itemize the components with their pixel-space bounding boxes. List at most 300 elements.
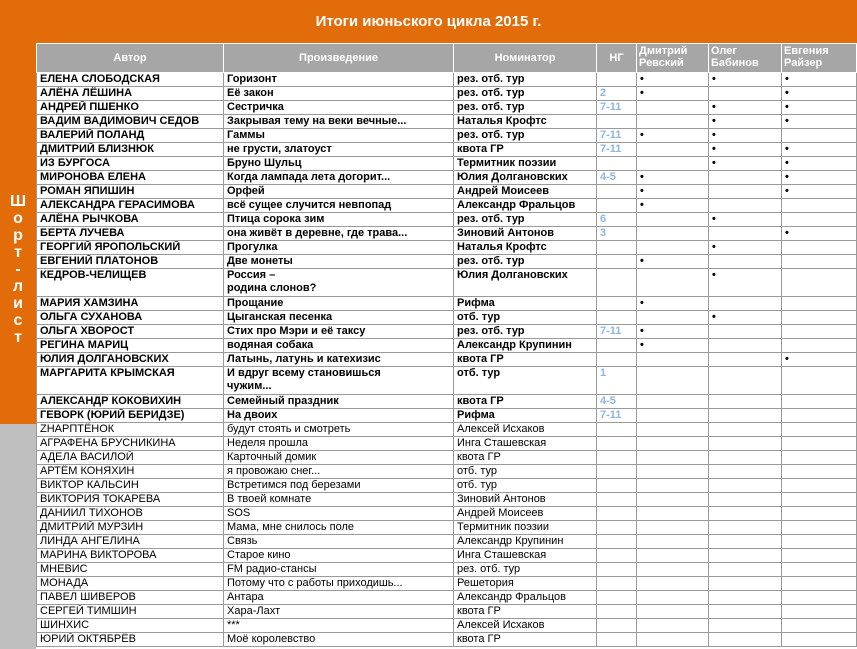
- vote-cell-judge2: •: [709, 157, 782, 171]
- work-cell: Две монеты: [224, 255, 454, 269]
- work-cell: Старое кино: [224, 549, 454, 563]
- author-cell: БЕРТА ЛУЧЕВА: [37, 227, 224, 241]
- shortlist-row: [37, 73, 857, 87]
- vote-cell-judge1: [637, 521, 709, 535]
- vote-cell-judge1: [637, 227, 709, 241]
- vote-cell-judge1: [637, 535, 709, 549]
- nominator-cell: квота ГР: [454, 633, 597, 647]
- nominator-cell: квота ГР: [454, 605, 597, 619]
- page-title: Итоги июньского цикла 2015 г.: [0, 0, 857, 43]
- nominator-cell: рез. отб. тур: [454, 101, 597, 115]
- longlist-row: [37, 437, 857, 451]
- shortlist-row: [37, 115, 857, 129]
- vote-cell-judge1: [637, 115, 709, 129]
- work-cell: И вдруг всему становишься чужим...: [224, 367, 454, 395]
- vote-cell-judge1: [637, 591, 709, 605]
- work-cell: водяная собака: [224, 339, 454, 353]
- vote-cell-judge2: [709, 577, 782, 591]
- ng-cell: 3: [597, 227, 637, 241]
- vote-cell-judge1: •: [637, 87, 709, 101]
- work-cell: Бруно Шульц: [224, 157, 454, 171]
- nominator-cell: Алексей Исхаков: [454, 619, 597, 633]
- author-cell: ОЛЬГА ХВОРОСТ: [37, 325, 224, 339]
- longlist-row: [37, 521, 857, 535]
- work-cell: Мама, мне снилось поле: [224, 521, 454, 535]
- vote-cell-judge3: [782, 129, 857, 143]
- vote-cell-judge3: [782, 633, 857, 647]
- work-cell: Её закон: [224, 87, 454, 101]
- work-cell: ***: [224, 619, 454, 633]
- vote-cell-judge2: [709, 367, 782, 395]
- ng-cell: [597, 269, 637, 297]
- nominator-cell: Александр Фральцов: [454, 591, 597, 605]
- nominator-cell: Инга Сташевская: [454, 549, 597, 563]
- nominator-cell: Зиновий Антонов: [454, 227, 597, 241]
- author-cell: ОЛЬГА СУХАНОВА: [37, 311, 224, 325]
- vote-cell-judge3: [782, 409, 857, 423]
- author-cell: МИРОНОВА ЕЛЕНА: [37, 171, 224, 185]
- longlist-row: [37, 479, 857, 493]
- col-judge2-header: Олег Бабинов: [709, 44, 782, 73]
- nominator-cell: Александр Крупинин: [454, 339, 597, 353]
- results-table: [36, 43, 857, 647]
- nominator-cell: Александр Фральцов: [454, 199, 597, 213]
- work-cell: Когда лампада лета догорит...: [224, 171, 454, 185]
- vote-cell-judge3: [782, 451, 857, 465]
- ng-cell: [597, 339, 637, 353]
- vote-cell-judge1: [637, 563, 709, 577]
- vote-cell-judge2: [709, 535, 782, 549]
- col-judge1-header: Дмитрий Ревский: [637, 44, 709, 73]
- shortlist-row: [37, 241, 857, 255]
- author-cell: ПАВЕЛ ШИВЕРОВ: [37, 591, 224, 605]
- ng-cell: [597, 605, 637, 619]
- author-cell: АЛЕКСАНДРА ГЕРАСИМОВА: [37, 199, 224, 213]
- vote-cell-judge3: [782, 241, 857, 255]
- longlist-row: [37, 605, 857, 619]
- vote-cell-judge2: •: [709, 129, 782, 143]
- author-cell: АЛЕКСАНДР КОКОВИХИН: [37, 395, 224, 409]
- work-cell: SOS: [224, 507, 454, 521]
- shortlist-row: [37, 409, 857, 423]
- vote-cell-judge1: •: [637, 339, 709, 353]
- ng-cell: [597, 507, 637, 521]
- vote-cell-judge3: [782, 367, 857, 395]
- work-cell: Орфей: [224, 185, 454, 199]
- vote-cell-judge3: •: [782, 353, 857, 367]
- vote-cell-judge1: [637, 395, 709, 409]
- ng-cell: [597, 591, 637, 605]
- vote-cell-judge1: [637, 353, 709, 367]
- author-cell: ВИКТОР КАЛЬСИН: [37, 479, 224, 493]
- ng-cell: 7-11: [597, 101, 637, 115]
- shortlist-side-label: [0, 43, 36, 424]
- vote-cell-judge2: •: [709, 101, 782, 115]
- ng-cell: [597, 353, 637, 367]
- nominator-cell: рез. отб. тур: [454, 87, 597, 101]
- vote-cell-judge3: [782, 339, 857, 353]
- shortlist-row: [37, 87, 857, 101]
- ng-cell: [597, 255, 637, 269]
- col-author-header: Автор: [37, 44, 224, 73]
- vote-cell-judge1: [637, 143, 709, 157]
- ng-cell: [597, 423, 637, 437]
- author-cell: ЮРИЙ ОКТЯБРЁВ: [37, 633, 224, 647]
- work-cell: На двоих: [224, 409, 454, 423]
- author-cell: ЕЛЕНА СЛОБОДСКАЯ: [37, 73, 224, 87]
- vote-cell-judge2: [709, 199, 782, 213]
- ng-cell: [597, 451, 637, 465]
- vote-cell-judge1: [637, 269, 709, 297]
- nominator-cell: квота ГР: [454, 353, 597, 367]
- vote-cell-judge2: •: [709, 115, 782, 129]
- longlist-row: [37, 577, 857, 591]
- nominator-cell: Термитник поэзии: [454, 521, 597, 535]
- vote-cell-judge2: [709, 619, 782, 633]
- col-nominator-header: Номинатор: [454, 44, 597, 73]
- ng-cell: [597, 241, 637, 255]
- vote-cell-judge2: [709, 395, 782, 409]
- vote-cell-judge1: [637, 451, 709, 465]
- shortlist-row: [37, 395, 857, 409]
- vote-cell-judge2: [709, 521, 782, 535]
- work-cell: Антара: [224, 591, 454, 605]
- vote-cell-judge1: [637, 157, 709, 171]
- ng-cell: [597, 619, 637, 633]
- work-cell: Цыганская песенка: [224, 311, 454, 325]
- work-cell: Встретимся под березами: [224, 479, 454, 493]
- longlist-side-bar: [0, 424, 36, 649]
- author-cell: КЕДРОВ-ЧЕЛИЩЕВ: [37, 269, 224, 297]
- vote-cell-judge3: [782, 325, 857, 339]
- ng-cell: 4-5: [597, 395, 637, 409]
- vote-cell-judge2: [709, 409, 782, 423]
- work-cell: Потому что с работы приходишь...: [224, 577, 454, 591]
- vote-cell-judge3: [782, 507, 857, 521]
- ng-cell: [597, 549, 637, 563]
- vote-cell-judge3: [782, 297, 857, 311]
- ng-cell: 4-5: [597, 171, 637, 185]
- vote-cell-judge2: [709, 353, 782, 367]
- nominator-cell: рез. отб. тур: [454, 213, 597, 227]
- shortlist-row: [37, 353, 857, 367]
- vote-cell-judge3: [782, 395, 857, 409]
- author-cell: АГРАФЕНА БРУСНИКИНА: [37, 437, 224, 451]
- ng-cell: 7-11: [597, 143, 637, 157]
- nominator-cell: Решетория: [454, 577, 597, 591]
- vote-cell-judge2: •: [709, 143, 782, 157]
- col-judge3-header: Евгения Райзер: [782, 44, 857, 73]
- shortlist-row: [37, 311, 857, 325]
- vote-cell-judge3: •: [782, 115, 857, 129]
- ng-cell: [597, 563, 637, 577]
- nominator-cell: Инга Сташевская: [454, 437, 597, 451]
- ng-cell: 6: [597, 213, 637, 227]
- author-cell: ВАЛЕРИЙ ПОЛАНД: [37, 129, 224, 143]
- ng-cell: [597, 577, 637, 591]
- author-cell: МАРИНА ВИКТОРОВА: [37, 549, 224, 563]
- longlist-row: [37, 451, 857, 465]
- vote-cell-judge3: [782, 311, 857, 325]
- nominator-cell: Термитник поэзии: [454, 157, 597, 171]
- ng-cell: [597, 311, 637, 325]
- shortlist-row: [37, 157, 857, 171]
- nominator-cell: Юлия Долгановских: [454, 269, 597, 297]
- shortlist-row: [37, 143, 857, 157]
- vote-cell-judge1: [637, 479, 709, 493]
- longlist-row: [37, 591, 857, 605]
- work-cell: всё сущее случится невпопад: [224, 199, 454, 213]
- author-cell: ДМИТРИЙ БЛИЗНЮК: [37, 143, 224, 157]
- vote-cell-judge2: •: [709, 241, 782, 255]
- longlist-row: [37, 493, 857, 507]
- ng-cell: [597, 493, 637, 507]
- vote-cell-judge1: •: [637, 297, 709, 311]
- shortlist-row: [37, 255, 857, 269]
- author-cell: ШИНХИС: [37, 619, 224, 633]
- vote-cell-judge3: [782, 493, 857, 507]
- vote-cell-judge3: [782, 619, 857, 633]
- author-cell: МОНАДА: [37, 577, 224, 591]
- vote-cell-judge1: [637, 633, 709, 647]
- work-cell: не грусти, златоуст: [224, 143, 454, 157]
- vote-cell-judge2: [709, 563, 782, 577]
- nominator-cell: квота ГР: [454, 395, 597, 409]
- ng-cell: [597, 157, 637, 171]
- vote-cell-judge2: [709, 423, 782, 437]
- vote-cell-judge1: [637, 549, 709, 563]
- shortlist-row: [37, 129, 857, 143]
- nominator-cell: Андрей Моисеев: [454, 185, 597, 199]
- vote-cell-judge1: [637, 241, 709, 255]
- work-cell: Неделя прошла: [224, 437, 454, 451]
- ng-cell: [597, 73, 637, 87]
- author-cell: ДАНИИЛ ТИХОНОВ: [37, 507, 224, 521]
- nominator-cell: Зиновий Антонов: [454, 493, 597, 507]
- work-cell: Прощание: [224, 297, 454, 311]
- vote-cell-judge1: [637, 101, 709, 115]
- work-cell: Хара-Лахт: [224, 605, 454, 619]
- ng-cell: 7-11: [597, 409, 637, 423]
- shortlist-row: [37, 171, 857, 185]
- nominator-cell: квота ГР: [454, 451, 597, 465]
- author-cell: МАРГАРИТА КРЫМСКАЯ: [37, 367, 224, 395]
- longlist-row: [37, 465, 857, 479]
- ng-cell: [597, 535, 637, 549]
- shortlist-row: [37, 213, 857, 227]
- longlist-row: [37, 535, 857, 549]
- vote-cell-judge2: [709, 465, 782, 479]
- vote-cell-judge1: [637, 465, 709, 479]
- nominator-cell: квота ГР: [454, 143, 597, 157]
- shortlist-row: [37, 185, 857, 199]
- vote-cell-judge1: [637, 423, 709, 437]
- vote-cell-judge3: [782, 521, 857, 535]
- vote-cell-judge2: [709, 255, 782, 269]
- col-work-header: Произведение: [224, 44, 454, 73]
- vote-cell-judge2: [709, 479, 782, 493]
- vote-cell-judge3: [782, 465, 857, 479]
- author-cell: СЕРГЕЙ ТИМШИН: [37, 605, 224, 619]
- vote-cell-judge3: •: [782, 171, 857, 185]
- work-cell: Гаммы: [224, 129, 454, 143]
- vote-cell-judge2: [709, 87, 782, 101]
- vote-cell-judge3: •: [782, 227, 857, 241]
- author-cell: РОМАН ЯПИШИН: [37, 185, 224, 199]
- vote-cell-judge2: [709, 227, 782, 241]
- longlist-row: [37, 507, 857, 521]
- author-cell: МНЕВИС: [37, 563, 224, 577]
- nominator-cell: Андрей Моисеев: [454, 507, 597, 521]
- shortlist-row: [37, 297, 857, 311]
- vote-cell-judge2: [709, 339, 782, 353]
- ng-cell: 7-11: [597, 129, 637, 143]
- author-cell: ВИКТОРИЯ ТОКАРЕВА: [37, 493, 224, 507]
- nominator-cell: отб. тур: [454, 465, 597, 479]
- author-cell: ВАДИМ ВАДИМОВИЧ СЕДОВ: [37, 115, 224, 129]
- nominator-cell: отб. тур: [454, 311, 597, 325]
- work-cell: Прогулка: [224, 241, 454, 255]
- longlist-row: [37, 633, 857, 647]
- vote-cell-judge3: •: [782, 185, 857, 199]
- vote-cell-judge3: [782, 269, 857, 297]
- work-cell: Стих про Мэри и её таксу: [224, 325, 454, 339]
- vote-cell-judge2: [709, 507, 782, 521]
- vote-cell-judge3: [782, 199, 857, 213]
- author-cell: ИЗ БУРГОСА: [37, 157, 224, 171]
- ng-cell: 7-11: [597, 325, 637, 339]
- nominator-cell: Наталья Крофтс: [454, 115, 597, 129]
- author-cell: МАРИЯ ХАМЗИНА: [37, 297, 224, 311]
- work-cell: она живёт в деревне, где трава...: [224, 227, 454, 241]
- work-cell: В твоей комнате: [224, 493, 454, 507]
- vote-cell-judge2: [709, 185, 782, 199]
- vote-cell-judge1: [637, 507, 709, 521]
- vote-cell-judge2: •: [709, 311, 782, 325]
- longlist-row: [37, 619, 857, 633]
- vote-cell-judge3: •: [782, 101, 857, 115]
- vote-cell-judge2: [709, 325, 782, 339]
- ng-cell: 2: [597, 87, 637, 101]
- vote-cell-judge3: [782, 591, 857, 605]
- vote-cell-judge1: [637, 213, 709, 227]
- shortlist-row: [37, 325, 857, 339]
- work-cell: Связь: [224, 535, 454, 549]
- nominator-cell: отб. тур: [454, 367, 597, 395]
- shortlist-row: [37, 269, 857, 297]
- vote-cell-judge2: [709, 451, 782, 465]
- vote-cell-judge2: [709, 437, 782, 451]
- vote-cell-judge3: •: [782, 87, 857, 101]
- author-cell: АРТЁМ КОНЯХИН: [37, 465, 224, 479]
- work-cell: Птица сорока зим: [224, 213, 454, 227]
- nominator-cell: Алексей Исхаков: [454, 423, 597, 437]
- vote-cell-judge3: [782, 255, 857, 269]
- vote-cell-judge3: •: [782, 73, 857, 87]
- author-cell: ЕВГЕНИЙ ПЛАТОНОВ: [37, 255, 224, 269]
- ng-cell: [597, 297, 637, 311]
- table-body: [37, 73, 857, 647]
- nominator-cell: рез. отб. тур: [454, 129, 597, 143]
- work-cell: Латынь, латунь и катехизис: [224, 353, 454, 367]
- vote-cell-judge3: [782, 563, 857, 577]
- nominator-cell: рез. отб. тур: [454, 255, 597, 269]
- vote-cell-judge2: •: [709, 269, 782, 297]
- ng-cell: [597, 199, 637, 213]
- vote-cell-judge2: [709, 493, 782, 507]
- vote-cell-judge3: [782, 479, 857, 493]
- vote-cell-judge2: [709, 549, 782, 563]
- author-cell: РЕГИНА МАРИЦ: [37, 339, 224, 353]
- ng-cell: [597, 465, 637, 479]
- shortlist-row: [37, 367, 857, 395]
- vote-cell-judge1: [637, 311, 709, 325]
- header-row: [37, 44, 857, 73]
- vote-cell-judge3: [782, 549, 857, 563]
- vote-cell-judge1: [637, 409, 709, 423]
- vote-cell-judge2: •: [709, 73, 782, 87]
- author-cell: ДМИТРИЙ МУРЗИН: [37, 521, 224, 535]
- vote-cell-judge2: [709, 171, 782, 185]
- nominator-cell: рез. отб. тур: [454, 73, 597, 87]
- author-cell: ГЕОРГИЙ ЯРОПОЛЬСКИЙ: [37, 241, 224, 255]
- work-cell: Сестричка: [224, 101, 454, 115]
- nominator-cell: Александр Крупинин: [454, 535, 597, 549]
- work-cell: будут стоять и смотреть: [224, 423, 454, 437]
- vote-cell-judge3: [782, 535, 857, 549]
- vote-cell-judge1: •: [637, 129, 709, 143]
- work-cell: Закрывая тему на веки вечные...: [224, 115, 454, 129]
- ng-cell: [597, 437, 637, 451]
- vote-cell-judge3: •: [782, 157, 857, 171]
- work-cell: Карточный домик: [224, 451, 454, 465]
- shortlist-row: [37, 339, 857, 353]
- author-cell: ЮЛИЯ ДОЛГАНОВСКИХ: [37, 353, 224, 367]
- vote-cell-judge3: [782, 577, 857, 591]
- work-cell: Семейный праздник: [224, 395, 454, 409]
- work-cell: я провожаю снег...: [224, 465, 454, 479]
- vote-cell-judge1: •: [637, 325, 709, 339]
- author-cell: АЛЁНА РЫЧКОВА: [37, 213, 224, 227]
- vote-cell-judge3: [782, 605, 857, 619]
- work-cell: Горизонт: [224, 73, 454, 87]
- nominator-cell: Наталья Крофтс: [454, 241, 597, 255]
- author-cell: АДЕЛА ВАСИЛОЙ: [37, 451, 224, 465]
- ng-cell: [597, 479, 637, 493]
- ng-cell: [597, 185, 637, 199]
- vote-cell-judge1: •: [637, 255, 709, 269]
- author-cell: ГЕВОРК (ЮРИЙ БЕРИДЗЕ): [37, 409, 224, 423]
- vote-cell-judge1: •: [637, 73, 709, 87]
- vote-cell-judge1: [637, 619, 709, 633]
- vote-cell-judge2: [709, 605, 782, 619]
- author-cell: ЛИНДА АНГЕЛИНА: [37, 535, 224, 549]
- nominator-cell: рез. отб. тур: [454, 563, 597, 577]
- vote-cell-judge1: [637, 605, 709, 619]
- vote-cell-judge1: [637, 577, 709, 591]
- nominator-cell: Рифма: [454, 297, 597, 311]
- author-cell: ZНАРПТЁНОК: [37, 423, 224, 437]
- ng-cell: [597, 115, 637, 129]
- longlist-row: [37, 549, 857, 563]
- nominator-cell: Юлия Долгановских: [454, 171, 597, 185]
- vote-cell-judge3: [782, 213, 857, 227]
- nominator-cell: рез. отб. тур: [454, 325, 597, 339]
- vote-cell-judge1: [637, 367, 709, 395]
- vote-cell-judge1: [637, 493, 709, 507]
- nominator-cell: отб. тур: [454, 479, 597, 493]
- vote-cell-judge2: [709, 633, 782, 647]
